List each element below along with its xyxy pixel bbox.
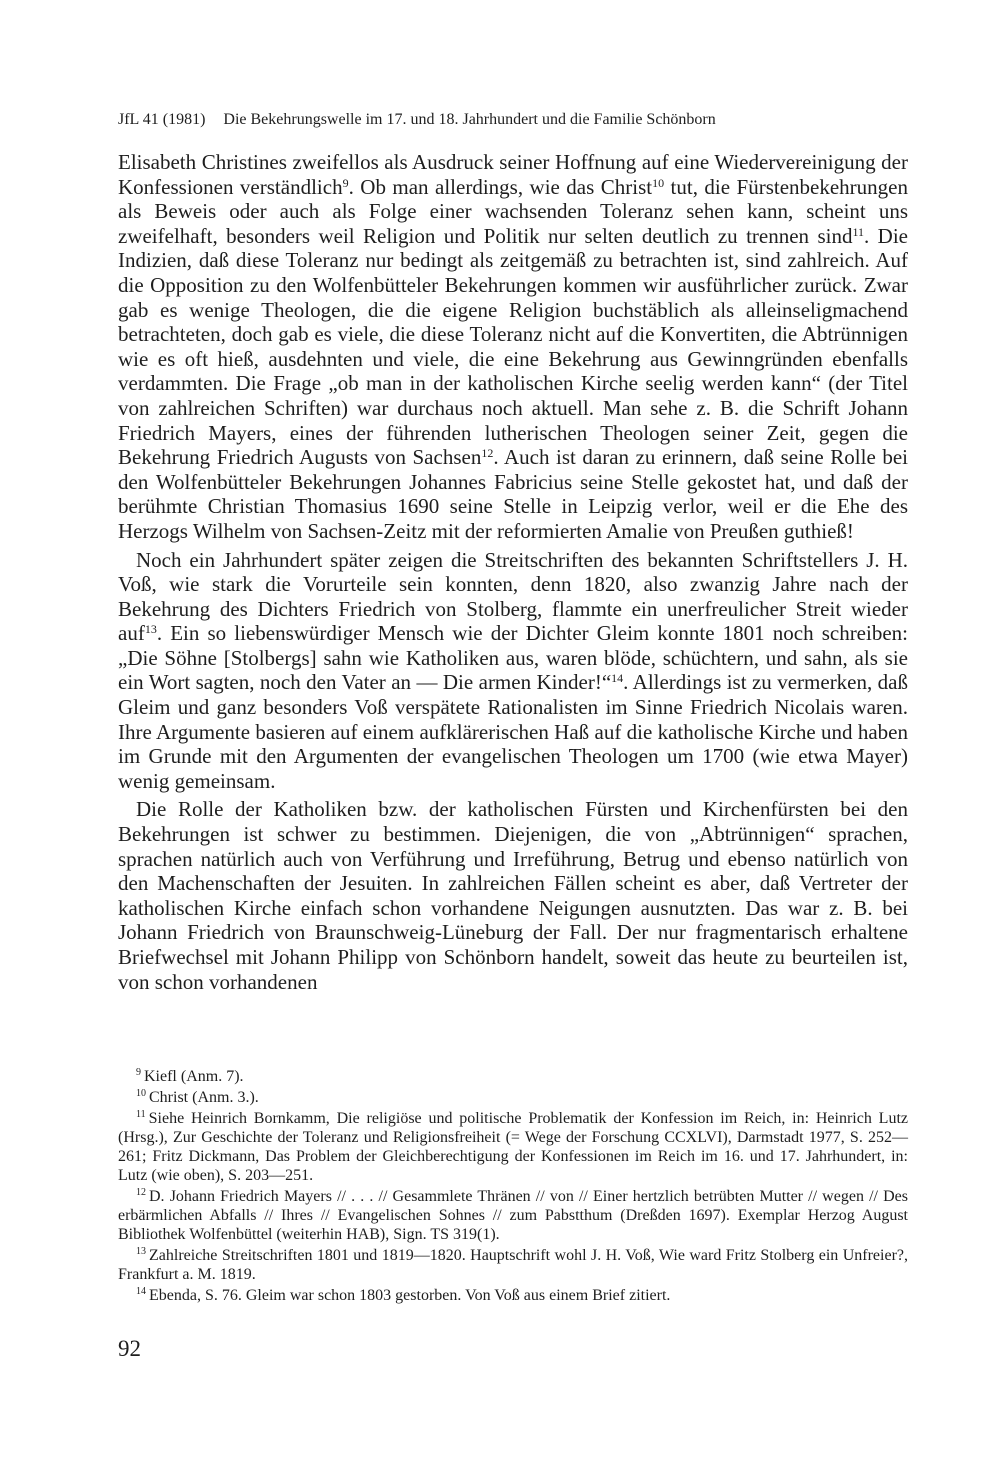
text-run: . Auch ist daran zu erinnern, daß seine Rolle bei den Wolfenbütteler Bekehrungen Johannes Fabricius seine Stelle gekostet hat, und daß der berühmte Christian Thomasius 1690 seine Stelle in Leipzig verlor, weil er die Ehe des Herzogs Wilhelm von Sachsen-Zeitz mit der reformierten Amalie von Preußen guthieß! — [118, 445, 908, 543]
text-run: Elisabeth Christines zweifellos als Ausdruck seiner Hoffnung auf eine Wiedervereinigung der Konfessionen verständlich — [118, 150, 908, 199]
footnote-number: 10 — [136, 1088, 146, 1099]
footnote-text: Ebenda, S. 76. Gleim war schon 1803 gestorben. Von Voß aus einem Brief zitiert. — [149, 1287, 671, 1304]
footnote-ref[interactable]: 9 — [342, 175, 349, 190]
footnote — [118, 1246, 908, 1284]
text-run: Noch ein Jahrhundert später zeigen die Streitschriften des bekannten Schriftstellers J. H. Voß, wie stark die Vorurteile sein konnten, denn 1820, also zwanzig Jahre nach der Bekehrung des Dichters Friedrich von Stolberg, flammte ein unerfreulicher Streit wieder auf — [118, 547, 908, 646]
footnote-number: 12 — [136, 1187, 146, 1198]
page-number: 92 — [118, 1336, 141, 1361]
paragraph-3: Die Rolle der Katholiken bzw. der katholischen Fürsten und Kirchenfürsten bei den Bekehrungen ist schwer zu bestimmen. Diejenigen, die von „Abtrünnigen“ sprachen, sprachen natürlich auch von Verführung und Irreführung, Betrug und ebenso natürlich von den Machenschaften der Jesuiten. In zahlreichen Fällen scheint es aber, daß Vertreter der katholischen Kirche einfach schon vorhandene Neigungen ausnutzten. Das war z. B. bei Johann Friedrich von Braunschweig-Lüneburg der Fall. Der nur fragmentarisch erhaltene Briefwechsel mit Johann Philipp von Schönborn handelt, soweit das heute zu beurteilen ist, von schon vorhandenen — [118, 797, 908, 994]
footnote-ref[interactable]: 10 — [652, 175, 665, 190]
journal-reference: JfL 41 (1981) — [118, 111, 206, 128]
footnote-text: Christ (Anm. 3.). — [149, 1089, 259, 1106]
footnote — [118, 1067, 908, 1086]
footnote-text: D. Johann Friedrich Mayers // . . . // Gesammlete Thränen // von // Einer hertzlich betrübten Mutter // wegen // Des erbärmlichen Abfalls // Ihres // Evangelischen Sohnes // zum Pabstthum (Dreßden 1697). Exemplar Herzog August Bibliothek Wolfenbüttel (weiterhin HAB), Sign. TS 319(1). — [118, 1188, 908, 1243]
footnote-number: 14 — [136, 1286, 146, 1297]
footnote — [118, 1109, 908, 1185]
footnote-number: 13 — [136, 1246, 146, 1257]
paragraph-1 — [118, 150, 908, 544]
footnote-number: 11 — [136, 1109, 146, 1120]
footnote — [118, 1187, 908, 1244]
paragraph-2 — [118, 548, 908, 794]
footnote — [118, 1286, 908, 1305]
footnote-number: 9 — [136, 1067, 141, 1078]
text-run: . Ein so liebenswürdiger Mensch wie der Dichter Gleim konnte 1801 noch schreiben: „Die Söhne [Stolbergs] sahn wie Katholiken aus, waren blöde, schüchtern, und sahn, als sie ein Wort sagten, noch den Vater an — Die armen Kinder!“ — [118, 621, 908, 695]
article-title: Die Bekehrungswelle im 17. und 18. Jahrhundert und die Familie Schönborn — [223, 111, 716, 128]
footnotes — [118, 1067, 908, 1307]
text-run: . Allerdings ist zu vermerken, daß Gleim und ganz besonders Voß verspätete Rationalisten im Sinne Friedrich Nicolais waren. Ihre Argumente basieren auf einem aufklärerischen Haß auf die katholische Kirche und haben im Grunde mit den Argumenten der evangelischen Theologen um 1700 (wie etwa Mayer) wenig gemeinsam. — [118, 670, 908, 793]
footnote-ref[interactable]: 11 — [852, 224, 865, 239]
footnote-text: Kiefl (Anm. 7). — [144, 1068, 244, 1085]
footnote-text: Siehe Heinrich Bornkamm, Die religiöse und politische Problematik der Konfession im Reich, in: Heinrich Lutz (Hrsg.), Zur Geschichte der Toleranz und Religionsfreiheit (= Wege der Forschung CCXLVI), Darmstadt 1977, S. 252—261; Fritz Dickmann, Das Problem der Gleichberechtigung der Konfessionen im Reich im 16. und 17. Jahrhundert, in: Lutz (wie oben), S. 203—251. — [118, 1110, 908, 1184]
text-run: . Ob man allerdings, wie das Christ — [348, 174, 653, 199]
text-run: tut, die Fürstenbekehrungen als Beweis oder auch als Folge einer wachsenden Toleranz sehen kann, scheint uns zweifelhaft, besonders weil Religion und Politik nur selten deutlich zu trennen sind — [118, 174, 908, 248]
footnote — [118, 1088, 908, 1107]
body-text — [118, 150, 908, 994]
text-run: . Die Indizien, daß diese Toleranz nur bedingt als zeitgemäß zu betrachten ist, sind zahlreich. Auf die Opposition zu den Wolfenbütteler Bekehrungen kommen wir ausführlicher zurück. Zwar gab es wenige Theologen, die die eigene Religion buchstäblich als alleinseligmachend betrachteten, doch gab es viele, die diese Toleranz nicht auf die Konvertiten, die Abtrünnigen wie es oft hieß, ausdehnten und viele, die eine Bekehrung aus Gewinngründen ebenfalls verdammten. Die Frage „ob man in der katholischen Kirche seelig werden kann“ (der Titel von zahlreichen Schriften) war durchaus noch aktuell. Man sehe z. B. die Schrift Johann Friedrich Mayers, eines der führenden lutherischen Theologen seiner Zeit, gegen die Bekehrung Friedrich Augusts von Sachsen — [118, 223, 908, 470]
footnote-text: Zahlreiche Streitschriften 1801 und 1819—1820. Hauptschrift wohl J. H. Voß, Wie ward Fritz Stolberg ein Unfreier?, Frankfurt a. M. 1819. — [118, 1247, 908, 1283]
footnote-ref[interactable]: 13 — [144, 622, 157, 637]
footnote-ref[interactable]: 12 — [481, 446, 494, 461]
footnote-ref[interactable]: 14 — [611, 671, 624, 686]
running-header — [118, 110, 908, 130]
